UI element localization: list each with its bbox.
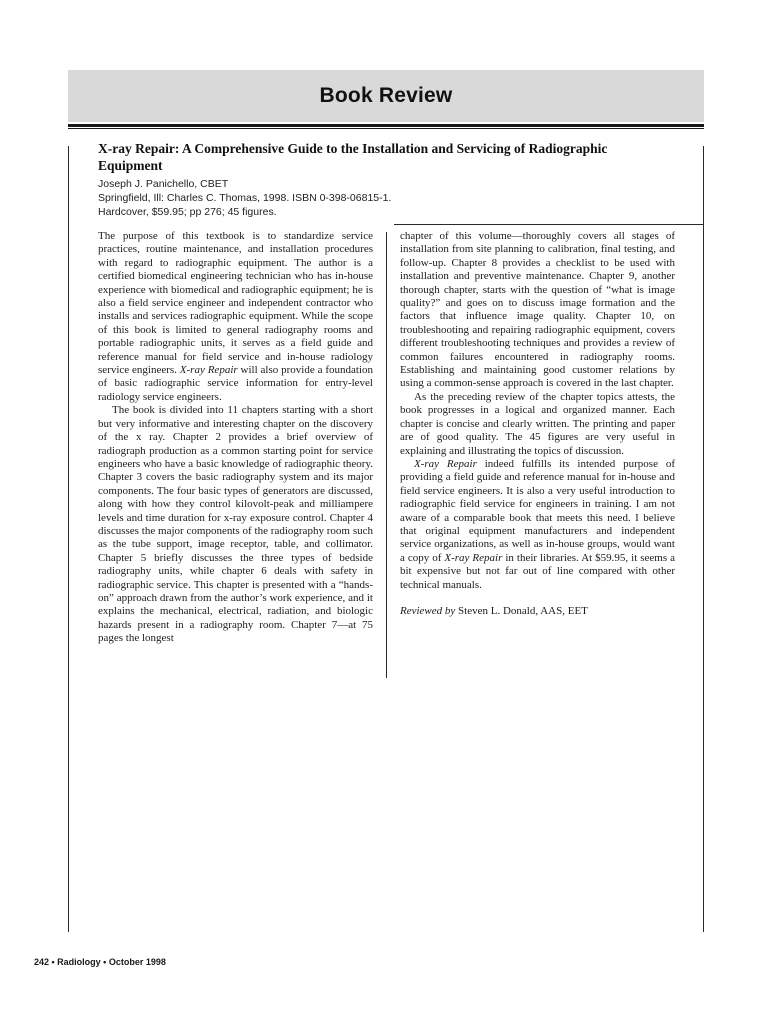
book-details: Hardcover, $59.95; pp 276; 45 figures. bbox=[98, 206, 277, 218]
review-column-left bbox=[98, 230, 373, 646]
review-paragraph-4: X-ray Repair indeed fulfills its intended purpose of providing a field guide and reference manual for in-house and field service engineers. It is also a very useful introduction to radiographic field service for engineers in training. I am not aware of a comparable book that meets this need. I believe that original equipment manufacturers and independent service organizations, as well as in-house groups, would want a copy of X-ray Repair in their libraries. At $59.95, it seems a bit expensive but not far out of line compared with other technical manuals. bbox=[400, 457, 675, 591]
page-title: Book Review bbox=[319, 84, 453, 107]
review-paragraph-2-continued: chapter of this volume—thoroughly covers all stages of installation from site planning to calibration, final testing, and follow-up. Chapter 8 provides a checklist to be used with installation and preventive maintenance. Chapter 9, another thorough chapter, starts with the question of “what is image quality?” and goes on to discuss image formation and the factors that influence image quality. Chapter 10, on troubleshooting and repairing radiographic equipment, covers different troubleshooting techniques and provides a review of common failures encountered in radiography rooms. Establishing and maintaining good customer relations by using a common-sense approach is covered in the last chapter. bbox=[400, 230, 675, 390]
header-rule-thin bbox=[68, 128, 704, 129]
book-title-italic: X-ray Repair bbox=[179, 364, 238, 377]
reviewed-by-label: Reviewed by bbox=[400, 604, 456, 617]
book-meta bbox=[98, 177, 658, 219]
review-paragraph-3: As the preceding review of the chapter topics attests, the book progresses in a logical and organized manner. Each chapter is concise and clearly written. The printing and paper are of good quality. The 45 figures are very useful in explaining and illustrating the topics of discussion. bbox=[400, 390, 675, 457]
book-title-italic: X-ray Repair bbox=[414, 457, 477, 470]
book-publisher: Springfield, Ill: Charles C. Thomas, 1998. ISBN 0-398-06815-1. bbox=[98, 192, 392, 204]
column-divider bbox=[386, 232, 387, 678]
book-title-italic: X-ray Repair bbox=[444, 551, 503, 564]
header-band bbox=[68, 70, 704, 122]
left-margin-rule bbox=[68, 146, 69, 932]
book-title: X-ray Repair: A Comprehensive Guide to the Installation and Servicing of Radiographic Equipment bbox=[98, 141, 608, 173]
info-divider-rule bbox=[394, 224, 703, 225]
review-paragraph-2: The book is divided into 11 chapters starting with a short but very informative and interesting chapter on the discovery of the x ray. Chapter 2 provides a brief overview of radiograph production as a common starting point for service engineers who have a basic knowledge of radiographic theory. Chapter 3 covers the basic radiography system and its major components. The four basic types of generators are discussed, along with how they control kilovolt-peak and milliampere levels and time duration for x-ray exposure control. Chapter 4 discusses the major components of the radiography room such as the tube support, image receptor, table, and collimator. Chapter 5 briefly discusses the three types of bedside radiography units, while chapter 6 deals with safety in radiographic service. This chapter is presented with a “hands-on” approach drawn from the author’s work experience, and it explains the mechanical, electrical, radiation, and biologic hazards present in a radiography room. Chapter 7—at 75 pages the longest bbox=[98, 404, 373, 645]
reviewer-name: Steven L. Donald, AAS, EET bbox=[455, 604, 588, 617]
header-rule-thick bbox=[68, 124, 704, 127]
page-footer: 242 • Radiology • October 1998 bbox=[34, 957, 166, 967]
right-margin-rule bbox=[703, 146, 704, 932]
review-paragraph-1: The purpose of this textbook is to standardize service practices, routine maintenance, and installation procedures with regard to radiographic equipment. The author is a certified biomedical engineering technician who has in-house experience with biomedical and radiographic equipment; he is also a field service engineer and independent contractor who installs and services radiographic equipment. While the scope of this book is limited to general radiography rooms and portable radiographic units, it serves as a field guide and reference manual for field service and in-house radiology service engineers. X-ray Repair will also provide a foundation of basic radiographic service information for entry-level radiology service engineers. bbox=[98, 230, 373, 403]
book-author: Joseph J. Panichello, CBET bbox=[98, 178, 229, 190]
review-column-right bbox=[400, 230, 675, 618]
reviewer-credit bbox=[400, 605, 675, 618]
